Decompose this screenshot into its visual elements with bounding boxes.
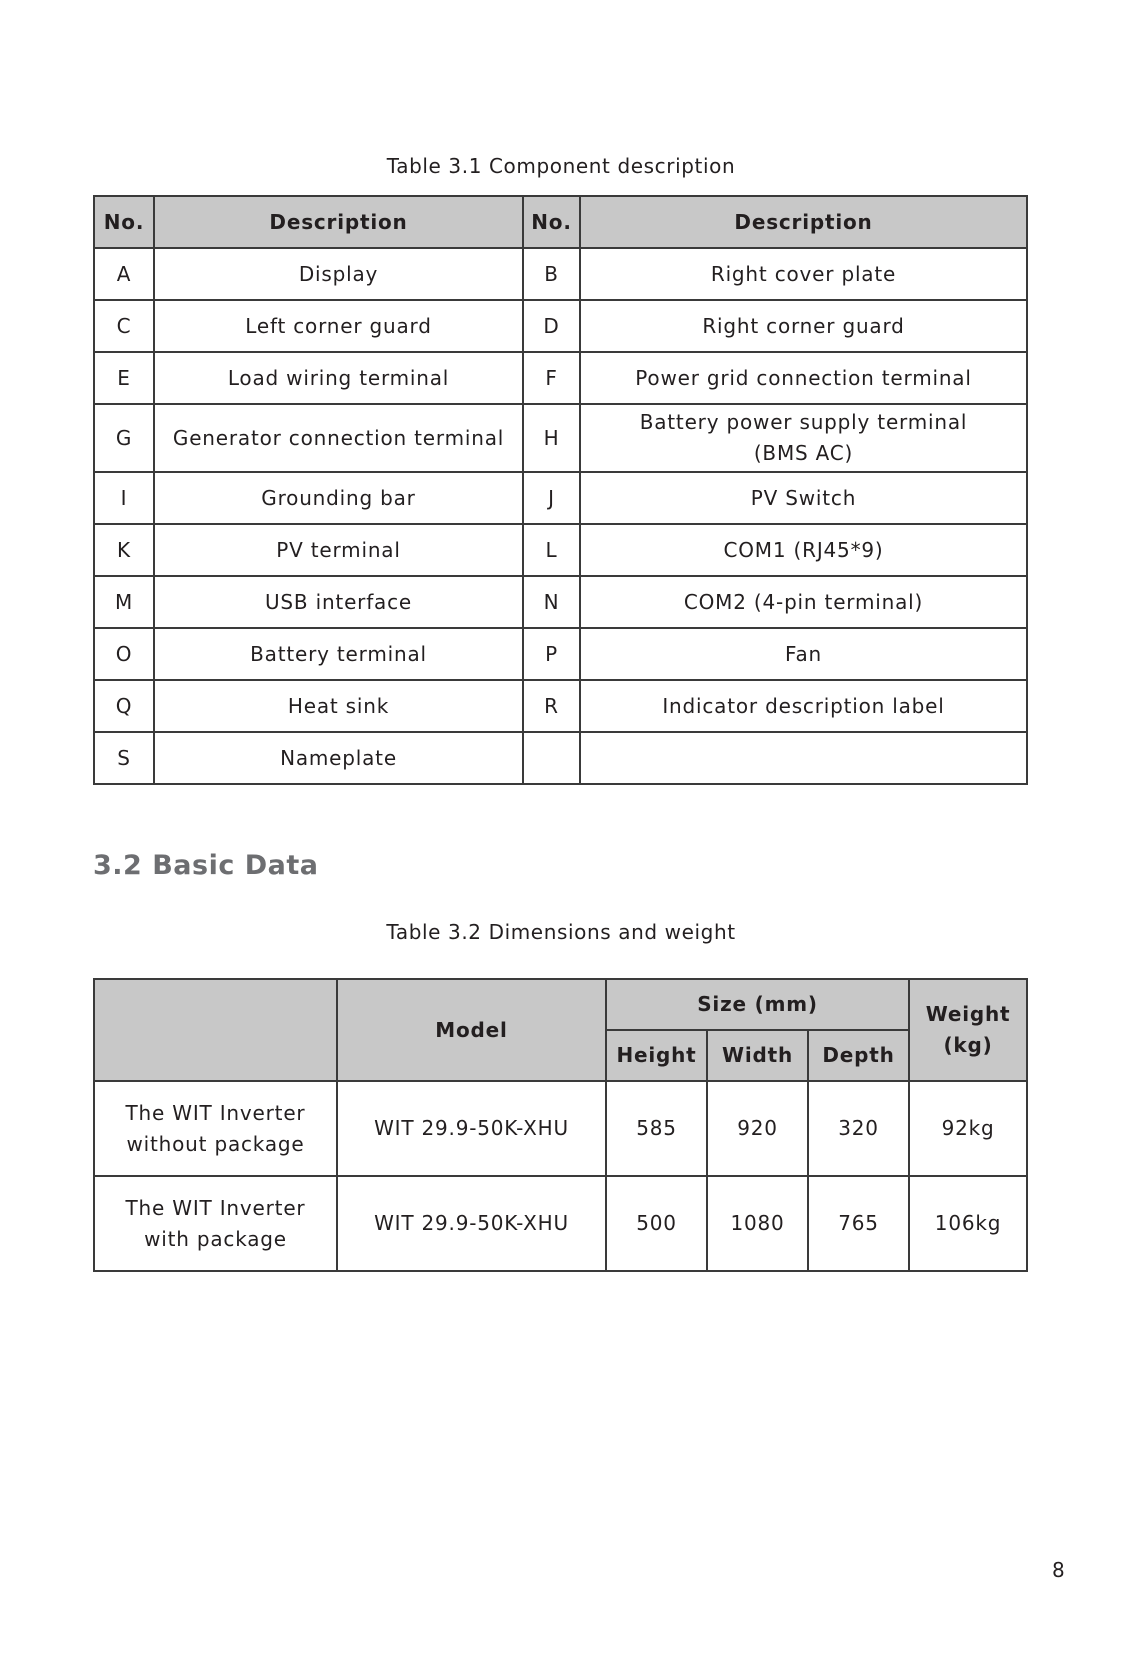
header-no: No. bbox=[523, 196, 580, 248]
component-no: N bbox=[523, 576, 580, 628]
component-no: R bbox=[523, 680, 580, 732]
component-no: A bbox=[94, 248, 154, 300]
table-header-row bbox=[94, 196, 1027, 248]
depth-value: 320 bbox=[808, 1081, 909, 1176]
component-no: I bbox=[94, 472, 154, 524]
component-description: Grounding bar bbox=[154, 472, 523, 524]
component-no: S bbox=[94, 732, 154, 784]
component-no: D bbox=[523, 300, 580, 352]
depth-value: 765 bbox=[808, 1176, 909, 1271]
weight-value: 106kg bbox=[909, 1176, 1027, 1271]
component-description: Power grid connection terminal bbox=[580, 352, 1027, 404]
table-row bbox=[94, 680, 1027, 732]
header-no: No. bbox=[94, 196, 154, 248]
component-description: Left corner guard bbox=[154, 300, 523, 352]
component-description: Nameplate bbox=[154, 732, 523, 784]
inverter-label: The WIT Inverter with package bbox=[94, 1176, 337, 1271]
component-no: F bbox=[523, 352, 580, 404]
table-row bbox=[94, 524, 1027, 576]
component-description: PV terminal bbox=[154, 524, 523, 576]
component-no: L bbox=[523, 524, 580, 576]
table-row bbox=[94, 576, 1027, 628]
header-blank bbox=[94, 979, 337, 1081]
component-no: H bbox=[523, 404, 580, 472]
component-no: Q bbox=[94, 680, 154, 732]
component-description: Heat sink bbox=[154, 680, 523, 732]
table-row bbox=[94, 732, 1027, 784]
table-row bbox=[94, 628, 1027, 680]
component-description: COM1 (RJ45*9) bbox=[580, 524, 1027, 576]
component-no: J bbox=[523, 472, 580, 524]
table-row bbox=[94, 1081, 1027, 1176]
component-description: Right corner guard bbox=[580, 300, 1027, 352]
section-heading: 3.2 Basic Data bbox=[93, 850, 319, 881]
height-value: 500 bbox=[606, 1176, 707, 1271]
component-description: Generator connection terminal bbox=[154, 404, 523, 472]
component-description: Display bbox=[154, 248, 523, 300]
table2-caption: Table 3.2 Dimensions and weight bbox=[386, 920, 736, 944]
component-no: G bbox=[94, 404, 154, 472]
component-description: PV Switch bbox=[580, 472, 1027, 524]
component-no: C bbox=[94, 300, 154, 352]
component-description: USB interface bbox=[154, 576, 523, 628]
table-header-row bbox=[94, 979, 1027, 1030]
component-no: P bbox=[523, 628, 580, 680]
width-value: 1080 bbox=[707, 1176, 808, 1271]
header-width: Width bbox=[707, 1030, 808, 1081]
component-description: COM2 (4-pin terminal) bbox=[580, 576, 1027, 628]
table-row bbox=[94, 1176, 1027, 1271]
weight-value: 92kg bbox=[909, 1081, 1027, 1176]
width-value: 920 bbox=[707, 1081, 808, 1176]
dimensions-weight-table bbox=[93, 978, 1028, 1272]
height-value: 585 bbox=[606, 1081, 707, 1176]
component-description-table bbox=[93, 195, 1028, 785]
component-description: Right cover plate bbox=[580, 248, 1027, 300]
component-description: Battery power supply terminal (BMS AC) bbox=[580, 404, 1027, 472]
table-row bbox=[94, 472, 1027, 524]
component-description: Battery terminal bbox=[154, 628, 523, 680]
header-weight: Weight (kg) bbox=[909, 979, 1027, 1081]
component-no: B bbox=[523, 248, 580, 300]
model-value: WIT 29.9-50K-XHU bbox=[337, 1176, 606, 1271]
header-description: Description bbox=[580, 196, 1027, 248]
table1-caption: Table 3.1 Component description bbox=[386, 154, 736, 178]
header-size: Size (mm) bbox=[606, 979, 909, 1030]
page-number: 8 bbox=[1052, 1558, 1065, 1582]
header-model: Model bbox=[337, 979, 606, 1081]
header-description: Description bbox=[154, 196, 523, 248]
component-description: Load wiring terminal bbox=[154, 352, 523, 404]
component-no: M bbox=[94, 576, 154, 628]
table-row bbox=[94, 300, 1027, 352]
table-row bbox=[94, 404, 1027, 472]
table-row bbox=[94, 248, 1027, 300]
header-height: Height bbox=[606, 1030, 707, 1081]
component-no: E bbox=[94, 352, 154, 404]
table-row bbox=[94, 352, 1027, 404]
component-no bbox=[523, 732, 580, 784]
component-description: Indicator description label bbox=[580, 680, 1027, 732]
component-description bbox=[580, 732, 1027, 784]
inverter-label: The WIT Inverter without package bbox=[94, 1081, 337, 1176]
model-value: WIT 29.9-50K-XHU bbox=[337, 1081, 606, 1176]
component-no: O bbox=[94, 628, 154, 680]
component-description: Fan bbox=[580, 628, 1027, 680]
component-no: K bbox=[94, 524, 154, 576]
header-depth: Depth bbox=[808, 1030, 909, 1081]
